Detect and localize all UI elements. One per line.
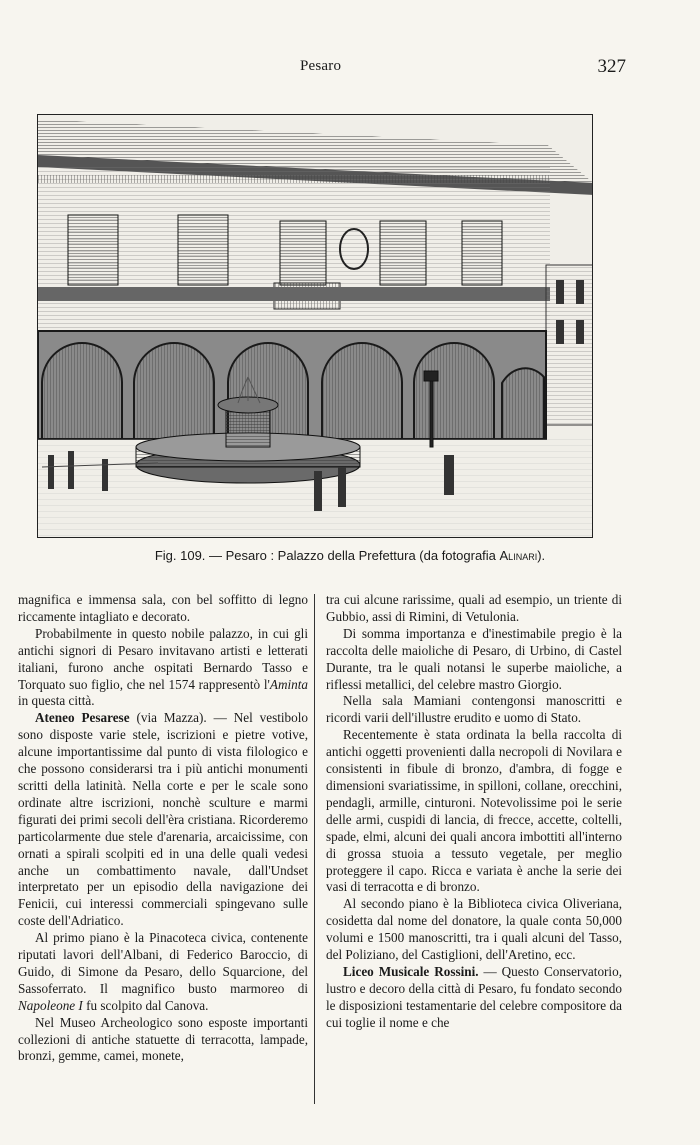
text-run: fu scolpito dal Canova.	[82, 997, 209, 1013]
paragraph: Nella sala Mamiani contengonsi manoscritti e ricordi varii dell'illustre erudito e uomo di Stato.	[326, 693, 622, 726]
italic-title: Napoleone I	[18, 997, 83, 1013]
text-run: Al primo piano è la Pinacoteca civica, contenente riputati lavori dell'Albani, di Federico Baroccio, di Guido, di Simone da Pesaro, dello Squarcione, del Sassoferrato. Il magnifico busto marmoreo di	[18, 930, 308, 996]
paragraph: Al secondo piano è la Biblioteca civica Oliveriana, cosidetta dal nome del donatore, la quale conta 50,000 volumi e 1500 manoscritti, tra i quali alcuni del Tasso, del Poliziano, del Castiglioni, dell'Aretino, ecc.	[326, 896, 622, 963]
paragraph	[18, 710, 308, 930]
side-building	[546, 265, 593, 425]
left-column	[18, 592, 308, 1065]
running-head-title: Pesaro	[300, 58, 342, 74]
right-column	[326, 592, 622, 1032]
paragraph	[18, 626, 308, 711]
arcade	[38, 331, 546, 439]
paragraph	[18, 930, 308, 1015]
engraving-illustration	[38, 115, 593, 538]
running-head	[0, 58, 700, 84]
paragraph: Recentemente è stata ordinata la bella raccolta di antichi oggetti provenienti dalla necropoli di Novilara e consistenti in fibule di bronzo, d'ambra, di fogge e dimensioni svariatissime, in spilloni, collane, orecchini, pendagli, armille, cinturoni. Notevolissime poi le serie delle armi, cuspidi di lancia, di frecce, accette, coltelli, spade, elmi, alcuni dei quali ancora imbottiti all'interno di grossa stuoia a tessuto vegetale, per meglio proteggere il capo. Ricca e variata è anche la serie dei vasi di terracotta e di bronzo.	[326, 727, 622, 895]
caption-credit: Alinari	[499, 548, 538, 563]
text-run: — Questo Conservatorio, lustro e decoro della città di Pesaro, fu fondato secondo le disposizioni testamentarie del celebre compositore da cui toglie il nome e che	[326, 963, 622, 1030]
text-run: in questa città.	[18, 693, 95, 709]
column-divider	[314, 594, 315, 1104]
paragraph: Di somma importanza e d'inestimabile pregio è la raccolta delle maioliche di Pesaro, di Urbino, di Castel Durante, tra le quali notansi le superbe maioliche, a riflessi metallici, del celebre mastro Giorgio.	[326, 625, 622, 692]
text-run: Probabilmente in questo nobile palazzo, in cui gli antichi signori di Pesaro invitavano artisti e letterati italiani, furono anche ospitati Bernardo Tasso e Torquato suo figlio, che nel 1574 rappresentò l'	[18, 625, 308, 692]
section-heading-liceo: Liceo Musicale Rossini.	[343, 963, 479, 979]
page-number: 327	[597, 56, 626, 77]
paragraph: tra cui alcune rarissime, quali ad esempio, un triente di Gubbio, assi di Rimini, di Vetulonia.	[326, 592, 622, 624]
caption-text: Fig. 109. — Pesaro : Palazzo della Prefettura (da fotografia	[154, 548, 500, 563]
paragraph	[326, 964, 622, 1032]
caption-end: ).	[537, 548, 546, 563]
italic-title: Aminta	[269, 676, 308, 692]
figure-engraving-palazzo-prefettura	[37, 114, 593, 538]
text-run: (via Mazza). — Nel vestibolo sono disposte varie stele, iscrizioni e pietre votive, alcune importantissime dal punto di vista filologico e che possono considerarsi tra i più antichi monumenti scritti della latinità. Nella corte e per le scale sono ordinate altre iscrizioni, nonchè sculture e marmi figurati dei primi secoli dell'èra cristiana. Ricorderemo particolarmente due stele d'arenaria, arcaicissime, con ornati a spirali scolpiti ed in una delle quali vedesi anche un combattimento navale, dall'Undset interpretato per un episodio della navigazione dei Fenicii, cui interessi commerciali spingevano sulle coste dell'Adriatico.	[18, 710, 308, 929]
section-heading-ateneo: Ateneo Pesarese	[35, 710, 130, 726]
paragraph: Nel Museo Archeologico sono esposte importanti collezioni di antiche statuette di terracotta, lampade, bronzi, gemme, camei, monete,	[18, 1014, 308, 1064]
figure-caption	[0, 548, 700, 563]
paragraph: magnifica e immensa sala, con bel soffitto di legno riccamente intagliato e decorato.	[18, 592, 308, 624]
